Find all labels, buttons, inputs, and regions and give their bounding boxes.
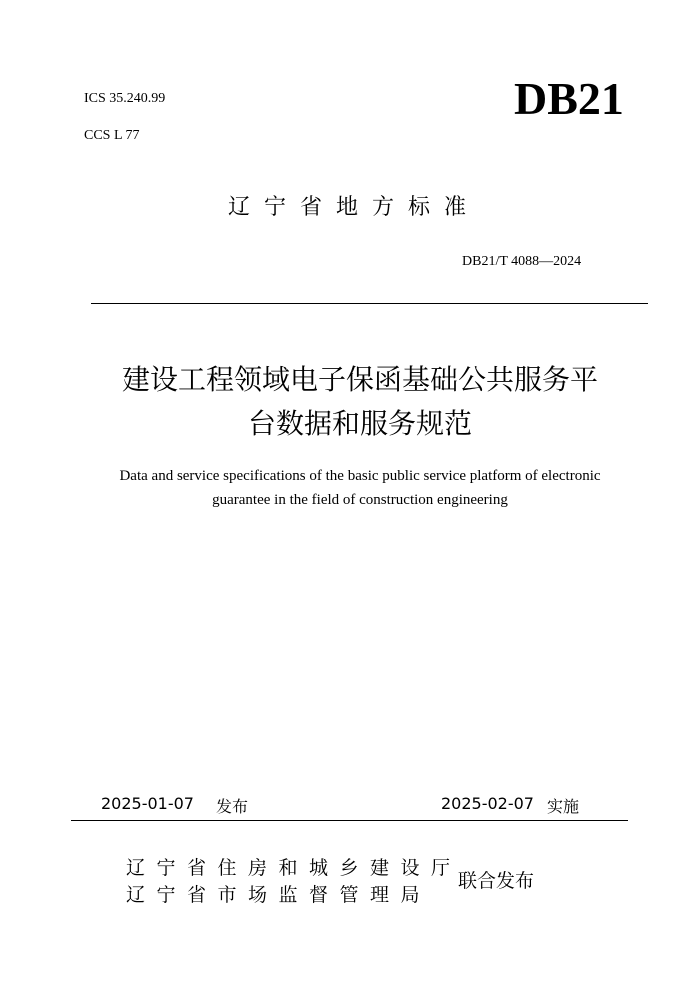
ccs-code: CCS L 77 xyxy=(84,128,140,143)
title-english-line-1: Data and service specifications of the basic public service platform of electronic xyxy=(119,468,601,484)
title-chinese xyxy=(80,358,640,446)
top-divider xyxy=(91,303,648,304)
ics-code: ICS 35.240.99 xyxy=(84,91,166,106)
issuer-housing-department: 辽宁省住房和城乡建设厅 xyxy=(126,857,462,879)
bottom-divider xyxy=(71,820,628,821)
standard-code-logo: DB21 xyxy=(514,73,624,124)
standard-type-heading: 辽宁省地方标准 xyxy=(227,195,480,220)
issue-label: 发布 xyxy=(216,797,249,816)
standard-number: DB21/T 4088—2024 xyxy=(462,254,582,269)
title-english xyxy=(80,464,640,512)
issue-date: 2025-01-07 xyxy=(101,794,194,813)
implementation-date: 2025-02-07 xyxy=(441,794,534,813)
issuer-market-regulation: 辽宁省市场监督管理局 xyxy=(126,884,432,906)
title-english-line-2: guarantee in the field of construction engineering xyxy=(212,492,508,508)
title-chinese-line-2: 台数据和服务规范 xyxy=(247,407,472,440)
implementation-label: 实施 xyxy=(547,797,580,816)
joint-issue-label: 联合发布 xyxy=(458,870,535,892)
title-chinese-line-1: 建设工程领域电子保函基础公共服务平 xyxy=(121,363,598,396)
